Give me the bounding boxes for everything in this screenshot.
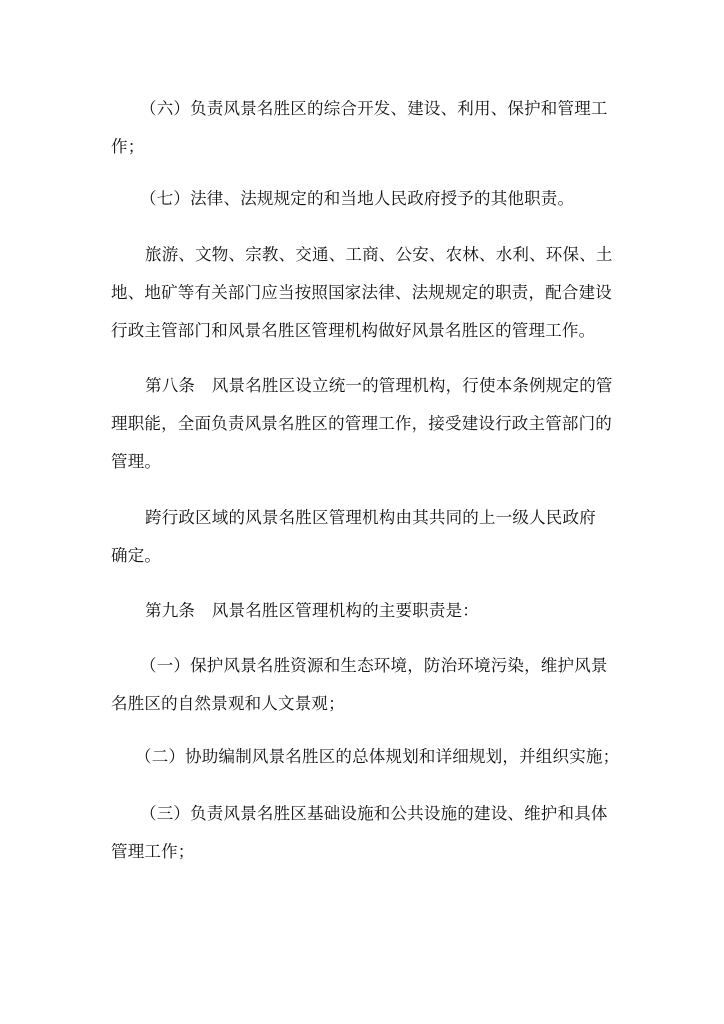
clause-7-line-1: （七）法律、法规规定的和当地人民政府授予的其他职责。 [140,189,575,208]
paragraph-departments-line-2: 地、地矿等有关部门应当按照国家法律、法规规定的职责，配合建设 [111,283,612,302]
clause-6-line-2: 作； [111,137,145,156]
paragraph-departments-line-1: 旅游、文物、宗教、交通、工商、公安、农林、水利、环保、土 [145,245,613,264]
article-9-item-1-line-1: （一）保护风景名胜资源和生态环境，防治环境污染，维护风景 [140,656,608,675]
article-9-item-1-line-2: 名胜区的自然景观和人文景观； [111,694,345,713]
article-9-item-3-line-1: （三）负责风景名胜区基础设施和公共设施的建设、维护和具体 [140,804,608,823]
article-9-heading: 第九条 风景名胜区管理机构的主要职责是： [145,601,479,620]
article-9-item-3-line-2: 管理工作； [111,842,195,861]
paragraph-cross-region-line-1: 跨行政区域的风景名胜区管理机构由其共同的上一级人民政府 [145,508,596,527]
article-8-line-1: 第八条 风景名胜区设立统一的管理机构，行使本条例规定的管 [145,376,613,395]
article-8-line-3: 管理。 [111,452,162,471]
clause-6-line-1: （六）负责风景名胜区的综合开发、建设、利用、保护和管理工 [140,99,608,118]
article-9-item-2: （二）协助编制风景名胜区的总体规划和详细规划，并组织实施； [135,747,620,766]
article-8-line-2: 理职能，全面负责风景名胜区的管理工作，接受建设行政主管部门的 [111,414,612,433]
paragraph-departments-line-3: 行政主管部门和风景名胜区管理机构做好风景名胜区的管理工作。 [111,321,596,340]
paragraph-cross-region-line-2: 确定。 [111,546,162,565]
